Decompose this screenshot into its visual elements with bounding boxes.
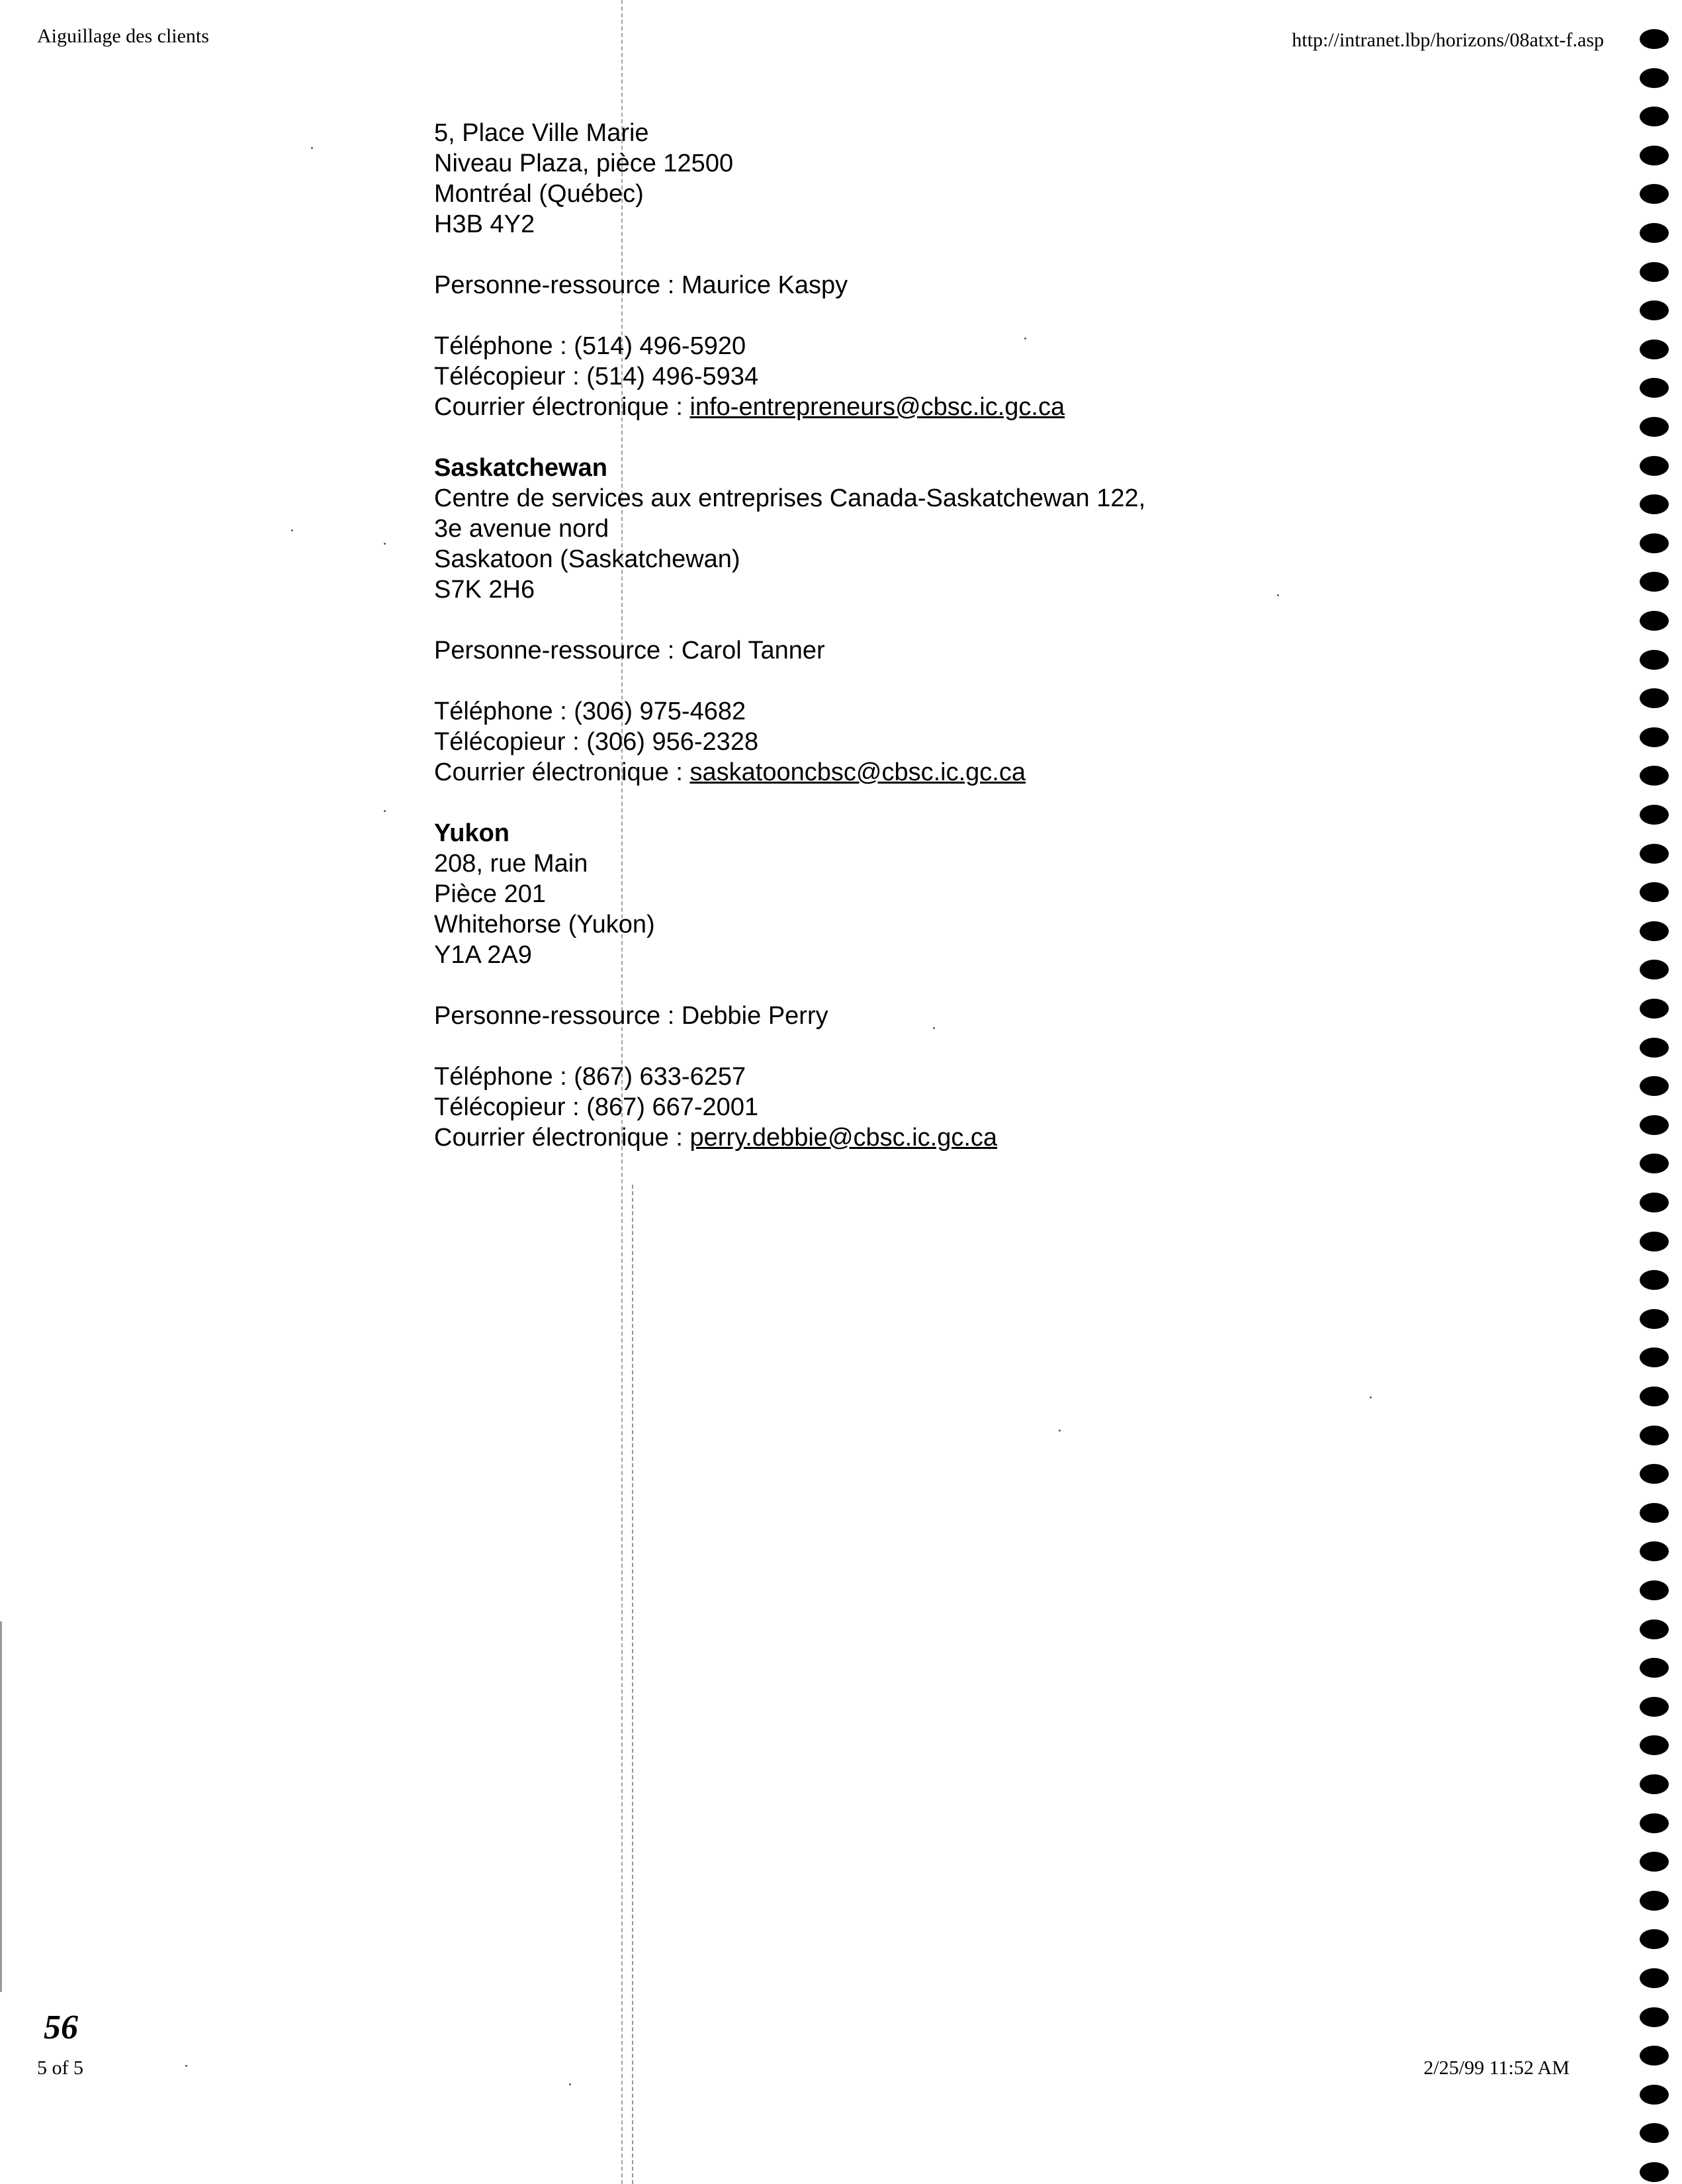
sprocket-hole [1640,1347,1669,1367]
email-label: Courrier électronique : [434,1124,690,1152]
email-label: Courrier électronique : [434,758,690,786]
sprocket-hole [1640,1387,1669,1406]
fold-line-lower [632,1185,633,2184]
sprocket-hole [1640,766,1669,786]
sprocket-hole [1640,1891,1669,1911]
sprocket-hole [1640,107,1669,126]
document-body [434,118,1360,1153]
sprocket-hole [1640,417,1669,437]
province-heading: Saskatchewan [434,454,607,482]
sprocket-hole [1640,2123,1669,2143]
sprocket-hole [1640,2162,1669,2182]
scan-speck [1277,594,1279,596]
sprocket-hole [1640,533,1669,553]
contact-person: Personne-ressource : Maurice Kaspy [434,271,848,299]
phone-line: Téléphone : (514) 496-5920 [434,332,746,360]
sprocket-hole [1640,999,1669,1019]
scan-speck [185,2065,187,2067]
fax-line: Télécopieur : (867) 667-2001 [434,1093,759,1121]
header-url: http://intranet.lbp/horizons/08atxt-f.asp [1292,29,1604,51]
sprocket-hole [1640,29,1669,49]
sprocket-hole [1640,1541,1669,1561]
scan-speck [933,1027,935,1029]
sprocket-hole [1640,1464,1669,1484]
address-line: Y1A 2A9 [434,941,532,969]
sprocket-hole [1640,1309,1669,1329]
scan-speck [311,147,313,149]
sprocket-hole [1640,494,1669,514]
email-label: Courrier électronique : [434,393,690,421]
address-line: S7K 2H6 [434,576,535,604]
sprocket-hole [1640,688,1669,708]
sprocket-hole [1640,1580,1669,1600]
sprocket-hole [1640,1426,1669,1445]
sprocket-hole [1640,1038,1669,1058]
phone-line: Téléphone : (867) 633-6257 [434,1063,746,1091]
email-link[interactable]: saskatooncbsc@cbsc.ic.gc.ca [689,758,1026,786]
sprocket-hole [1640,184,1669,204]
sprocket-hole [1640,456,1669,476]
sprocket-hole [1640,2046,1669,2066]
sprocket-hole [1640,921,1669,941]
scan-speck [291,529,293,531]
address-line: 3e avenue nord [434,515,609,543]
address-line: 5, Place Ville Marie [434,119,649,147]
address-line: Whitehorse (Yukon) [434,911,655,938]
sprocket-hole [1640,340,1669,359]
phone-line: Téléphone : (306) 975-4682 [434,698,746,725]
header-title: Aiguillage des clients [37,25,209,47]
email-line [434,757,1360,788]
province-heading: Yukon [434,819,510,847]
sprocket-hole [1640,68,1669,88]
fax-line: Télécopieur : (514) 496-5934 [434,363,759,390]
email-line [434,1122,1360,1153]
sprocket-hole [1640,1619,1669,1639]
sprocket-hole [1640,805,1669,825]
scan-speck [1059,1430,1061,1432]
contact-person: Personne-ressource : Debbie Perry [434,1002,828,1030]
address-line: Niveau Plaza, pièce 12500 [434,150,734,177]
fax-line: Télécopieur : (306) 956-2328 [434,728,759,756]
sprocket-hole [1640,223,1669,243]
sprocket-hole [1640,146,1669,165]
sprocket-hole [1640,2085,1669,2105]
scan-speck [569,2083,571,2085]
email-link[interactable]: info-entrepreneurs@cbsc.ic.gc.ca [689,393,1065,421]
sprocket-hole [1640,1503,1669,1523]
email-link[interactable]: perry.debbie@cbsc.ic.gc.ca [689,1124,998,1152]
page-number: 5 of 5 [37,2057,83,2079]
sprocket-hole [1640,1232,1669,1251]
sprocket-hole [1640,727,1669,747]
print-datetime: 2/25/99 11:52 AM [1423,2057,1570,2079]
sprocket-hole [1640,1270,1669,1290]
address-line: Saskatoon (Saskatchewan) [434,545,740,573]
sprocket-hole [1640,1735,1669,1755]
address-line: Centre de services aux entreprises Canada-Saskatchewan 122, [434,484,1146,512]
sprocket-hole [1640,1929,1669,1949]
margin-mark [0,1621,2,1992]
sprocket-hole [1640,882,1669,902]
scan-speck [1024,338,1026,340]
sprocket-hole [1640,1076,1669,1096]
scan-speck [1370,1396,1372,1398]
sprocket-hole [1640,844,1669,864]
sprocket-hole [1640,1774,1669,1794]
email-line [434,392,1360,422]
address-line: H3B 4Y2 [434,210,535,238]
sprocket-hole [1640,1968,1669,1988]
sprocket-hole [1640,1697,1669,1717]
handwritten-page-mark: 56 [44,2009,78,2046]
sprocket-hole [1640,262,1669,282]
scan-speck [384,543,386,545]
contact-person: Personne-ressource : Carol Tanner [434,637,825,664]
sprocket-hole [1640,572,1669,592]
sprocket-strip [1640,29,1671,2184]
sprocket-hole [1640,1658,1669,1678]
sprocket-hole [1640,611,1669,631]
sprocket-hole [1640,650,1669,670]
address-line: Montréal (Québec) [434,180,644,208]
office-block-montreal [434,118,1360,422]
scan-speck [384,810,386,812]
office-block-saskatchewan [434,453,1360,788]
sprocket-hole [1640,1813,1669,1833]
office-block-yukon [434,818,1360,1153]
sprocket-hole [1640,378,1669,398]
sprocket-hole [1640,1115,1669,1135]
sprocket-hole [1640,960,1669,979]
sprocket-hole [1640,1193,1669,1212]
address-line: Pièce 201 [434,880,547,908]
sprocket-hole [1640,2007,1669,2027]
sprocket-hole [1640,1852,1669,1872]
address-line: 208, rue Main [434,850,588,878]
sprocket-hole [1640,300,1669,320]
sprocket-hole [1640,1154,1669,1173]
